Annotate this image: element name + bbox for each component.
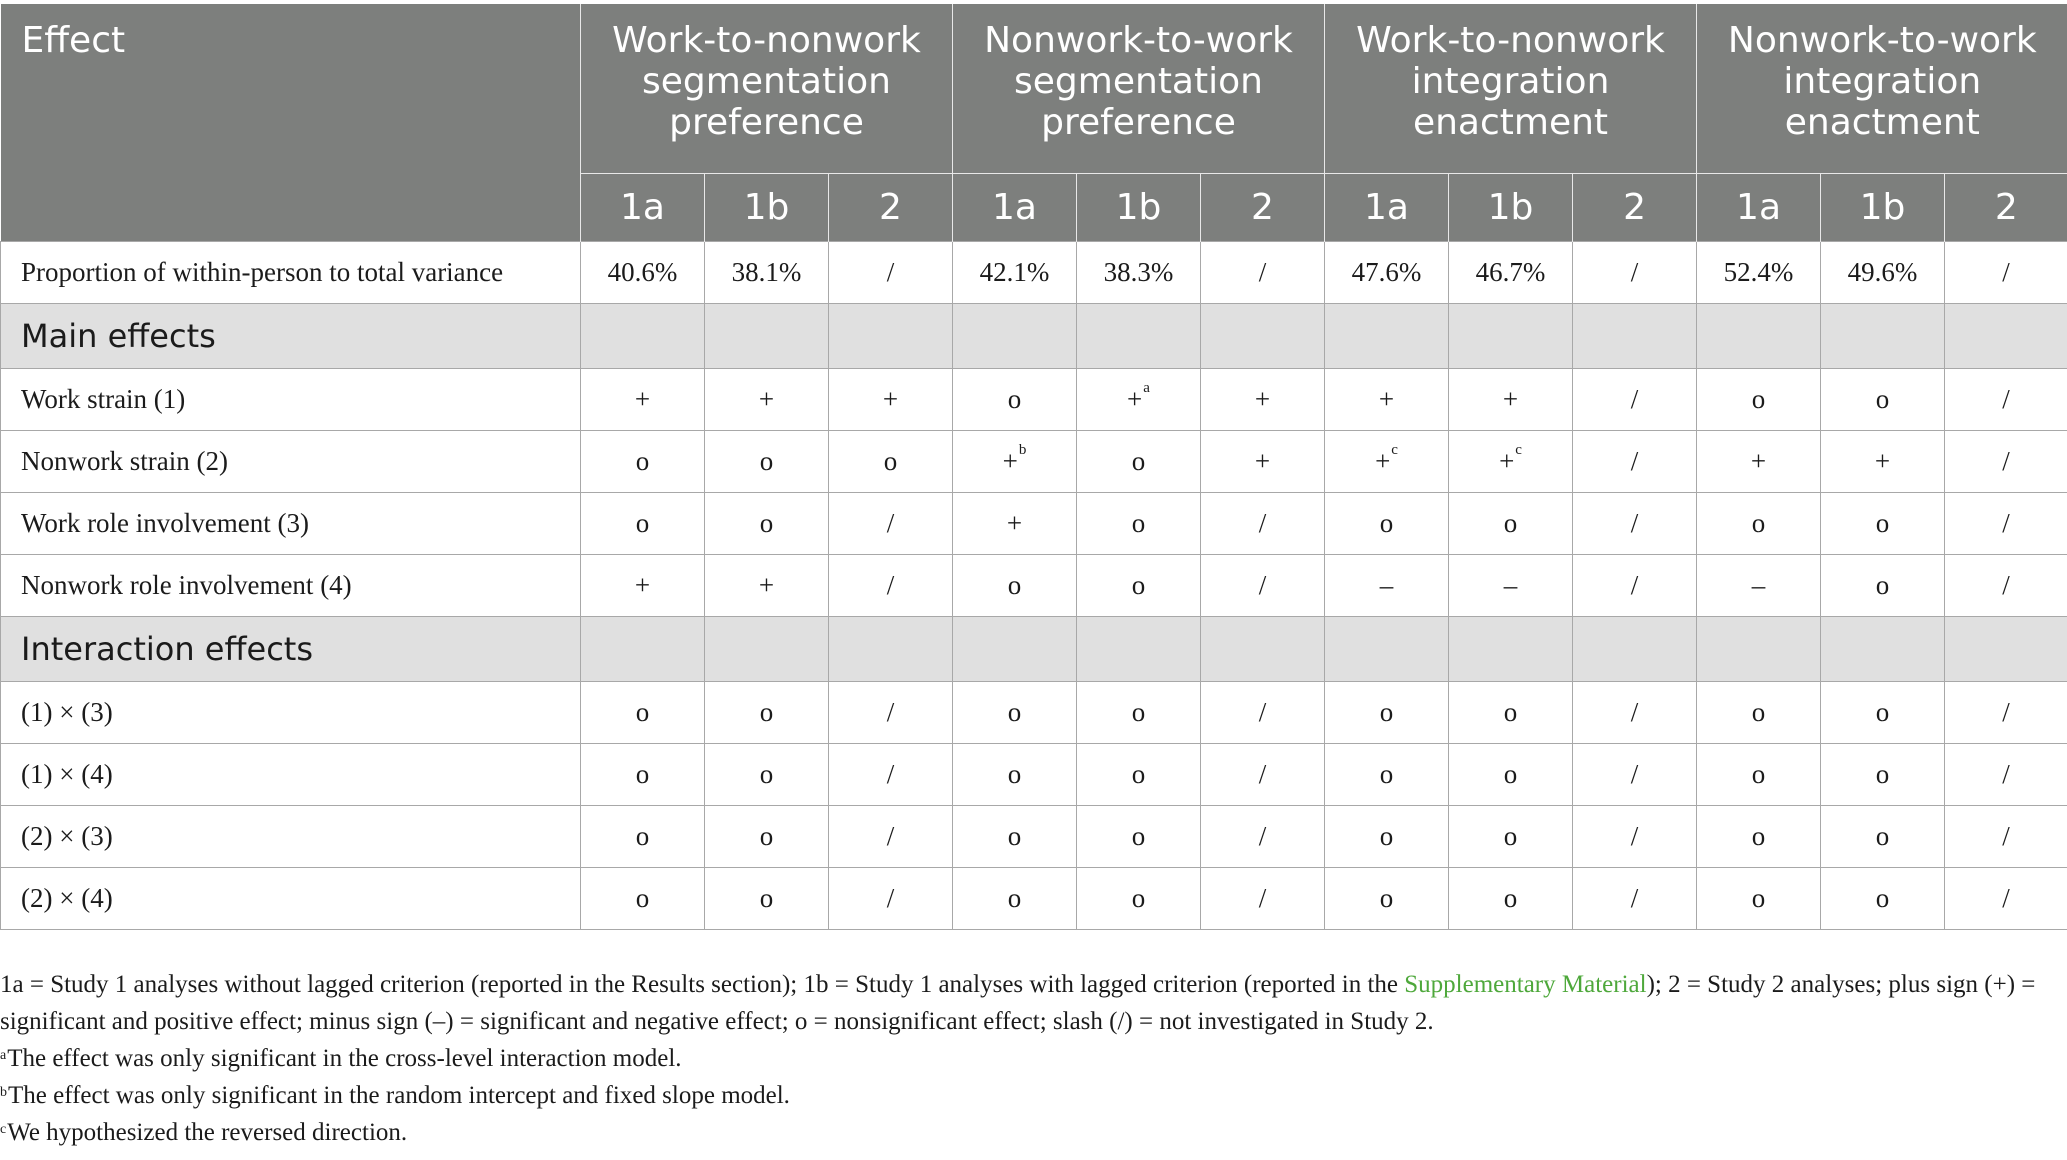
effect-cell [1821, 682, 1945, 744]
effect-cell [705, 369, 829, 431]
effect-symbol: / [1258, 697, 1267, 727]
effect-cell [1573, 868, 1697, 930]
interaction-effect-row [1, 744, 2067, 806]
effect-cell [1325, 806, 1449, 868]
section-cell [1077, 304, 1201, 369]
study-header: 2 [1201, 174, 1325, 242]
section-cell [1201, 304, 1325, 369]
section-title: Main effects [1, 304, 581, 369]
variance-cell: 38.3% [1077, 242, 1201, 304]
effect-cell [1201, 493, 1325, 555]
effect-symbol: + [634, 570, 651, 600]
row-label: (1) × (4) [1, 744, 581, 806]
effect-cell [829, 555, 953, 617]
effect-cell [1449, 868, 1573, 930]
effect-symbol: o [1131, 446, 1146, 476]
section-cell [1325, 304, 1449, 369]
effect-cell [1325, 431, 1449, 493]
effect-cell [829, 744, 953, 806]
effect-symbol: o [1379, 883, 1394, 913]
footnote-mark: a [0, 1048, 7, 1063]
effect-cell [953, 682, 1077, 744]
effect-symbol: o [1379, 821, 1394, 851]
main-effects-section [1, 304, 2067, 369]
effect-symbol: / [1630, 697, 1639, 727]
effect-symbol: o [1131, 883, 1146, 913]
effect-symbol: o [1131, 697, 1146, 727]
section-cell [1697, 304, 1821, 369]
effect-symbol: + [634, 384, 651, 414]
effect-symbol: o [883, 446, 898, 476]
effect-cell [1821, 744, 1945, 806]
footnote [0, 1040, 2062, 1077]
effect-cell [1573, 431, 1697, 493]
effect-cell [705, 744, 829, 806]
effect-cell [581, 744, 705, 806]
section-cell [1821, 304, 1945, 369]
effect-cell [581, 493, 705, 555]
section-cell [1449, 617, 1573, 682]
effect-symbol: o [635, 821, 650, 851]
effect-symbol: + [1254, 384, 1271, 414]
main-effect-row [1, 555, 2067, 617]
group-header: Work-to-nonwork integration enactment [1325, 4, 1697, 174]
section-title: Interaction effects [1, 617, 581, 682]
effect-cell [1325, 555, 1449, 617]
effect-cell [1697, 493, 1821, 555]
table-notes [0, 966, 2062, 1151]
effect-symbol: / [1630, 570, 1639, 600]
section-cell [953, 617, 1077, 682]
study-header: 2 [1945, 174, 2067, 242]
effect-cell [581, 555, 705, 617]
section-cell [1573, 304, 1697, 369]
effect-symbol: / [1630, 446, 1639, 476]
effect-cell [1449, 682, 1573, 744]
effect-symbol: – [1379, 570, 1394, 600]
effect-cell [953, 493, 1077, 555]
section-cell [1573, 617, 1697, 682]
footnote-mark: c [1391, 442, 1398, 458]
footnote [0, 1114, 2062, 1151]
effect-symbol: o [1131, 570, 1146, 600]
effect-cell [1945, 555, 2067, 617]
study-header: 1b [705, 174, 829, 242]
section-cell [1697, 617, 1821, 682]
effect-cell [705, 806, 829, 868]
effect-cell [705, 555, 829, 617]
section-cell [705, 617, 829, 682]
study-header: 1b [1821, 174, 1945, 242]
table-body [1, 242, 2067, 930]
group-header: Nonwork-to-work integration enactment [1697, 4, 2067, 174]
effect-cell [1573, 744, 1697, 806]
footnote [0, 1077, 2062, 1114]
effect-cell [1821, 555, 1945, 617]
variance-cell: 52.4% [1697, 242, 1821, 304]
effect-cell [1201, 431, 1325, 493]
section-cell [581, 617, 705, 682]
effect-symbol: o [1503, 821, 1518, 851]
section-cell [581, 304, 705, 369]
effect-cell [581, 431, 705, 493]
effect-cell [1449, 744, 1573, 806]
footnote-text: The effect was only significant in the random intercept and fixed slope model. [8, 1082, 790, 1109]
effect-cell [829, 868, 953, 930]
footnote-mark: b [1018, 442, 1027, 458]
group-header: Nonwork-to-work segmentation preference [953, 4, 1325, 174]
effect-cell [1821, 806, 1945, 868]
supplementary-material-link[interactable]: Supplementary Material [1404, 971, 1647, 998]
section-cell [705, 304, 829, 369]
effect-symbol: / [2002, 821, 2010, 851]
section-cell [829, 304, 953, 369]
study-header: 2 [1573, 174, 1697, 242]
effect-cell [1077, 493, 1201, 555]
effect-cell [1449, 806, 1573, 868]
effect-symbol: + [1002, 446, 1018, 476]
effect-cell [1201, 744, 1325, 806]
effect-symbol: o [1751, 508, 1766, 538]
effect-symbol: o [1131, 821, 1146, 851]
effect-cell [1449, 369, 1573, 431]
variance-cell: 40.6% [581, 242, 705, 304]
effect-symbol: o [1875, 883, 1890, 913]
effect-cell [1077, 744, 1201, 806]
effect-cell [1821, 493, 1945, 555]
row-label: (2) × (4) [1, 868, 581, 930]
effect-symbol: o [1379, 697, 1394, 727]
effect-symbol: o [635, 508, 650, 538]
effect-symbol: o [635, 697, 650, 727]
effect-symbol: o [1503, 697, 1518, 727]
effect-symbol: / [1258, 570, 1267, 600]
effect-symbol: o [1379, 508, 1394, 538]
effect-cell [1325, 369, 1449, 431]
effect-cell [953, 868, 1077, 930]
effect-cell [1945, 682, 2067, 744]
effect-symbol: o [1875, 570, 1890, 600]
effect-cell [1697, 431, 1821, 493]
effect-symbol: / [2002, 759, 2010, 789]
study-header: 1a [1325, 174, 1449, 242]
effect-cell [1201, 682, 1325, 744]
effect-cell [581, 369, 705, 431]
section-cell [1821, 617, 1945, 682]
variance-cell: 46.7% [1449, 242, 1573, 304]
group-header: Work-to-nonwork segmentation preference [581, 4, 953, 174]
effect-symbol: / [1258, 508, 1267, 538]
effect-symbol: / [2002, 697, 2010, 727]
effect-cell [1697, 369, 1821, 431]
effect-cell [705, 868, 829, 930]
effect-symbol: + [758, 384, 775, 414]
effect-cell [829, 369, 953, 431]
effect-cell [829, 431, 953, 493]
main-effect-row [1, 369, 2067, 431]
effect-symbol: o [1503, 759, 1518, 789]
interaction-effects-section [1, 617, 2067, 682]
effect-symbol: o [1007, 883, 1022, 913]
section-cell [1945, 617, 2067, 682]
effect-cell [953, 744, 1077, 806]
effect-symbol: o [1007, 821, 1022, 851]
study-header: 1a [1697, 174, 1821, 242]
effect-cell [1449, 431, 1573, 493]
effect-cell [1077, 682, 1201, 744]
effect-cell [1821, 868, 1945, 930]
footnote-mark: c [0, 1122, 7, 1137]
effect-symbol: + [1378, 384, 1395, 414]
effect-cell [953, 369, 1077, 431]
effect-cell [1201, 555, 1325, 617]
effect-symbol: + [758, 570, 775, 600]
study-header: 2 [829, 174, 953, 242]
effect-symbol: / [2002, 384, 2010, 414]
effect-cell [1077, 868, 1201, 930]
interaction-effect-row [1, 806, 2067, 868]
effect-cell [1697, 806, 1821, 868]
effect-symbol: / [886, 697, 895, 727]
effect-cell [705, 493, 829, 555]
variance-cell: 42.1% [953, 242, 1077, 304]
effect-symbol: / [886, 570, 895, 600]
effect-cell [1697, 555, 1821, 617]
effect-cell [1573, 493, 1697, 555]
section-cell [1077, 617, 1201, 682]
main-effect-row [1, 493, 2067, 555]
effect-cell [1201, 369, 1325, 431]
effect-cell [1821, 369, 1945, 431]
effect-symbol: o [759, 759, 774, 789]
effect-symbol: o [759, 508, 774, 538]
abbreviation-legend [0, 966, 2062, 1040]
variance-row [1, 242, 2067, 304]
effect-symbol: – [1751, 570, 1766, 600]
effect-cell [1325, 868, 1449, 930]
effect-cell [1573, 806, 1697, 868]
row-label: (2) × (3) [1, 806, 581, 868]
effect-symbol: / [1630, 759, 1639, 789]
effect-symbol: o [759, 821, 774, 851]
footnote-mark: a [1143, 380, 1150, 396]
effect-symbol: – [1503, 570, 1518, 600]
effect-cell [581, 806, 705, 868]
section-cell [829, 617, 953, 682]
effect-symbol: o [1131, 759, 1146, 789]
effect-cell [1945, 806, 2067, 868]
footnote-mark: c [1515, 442, 1522, 458]
row-label: Nonwork strain (2) [1, 431, 581, 493]
study-header: 1a [953, 174, 1077, 242]
effect-symbol: / [886, 759, 895, 789]
effect-cell [829, 806, 953, 868]
effect-cell [1945, 493, 2067, 555]
row-label: Proportion of within-person to total variance [1, 242, 581, 304]
section-cell [1449, 304, 1573, 369]
effect-cell [1697, 744, 1821, 806]
effect-symbol: / [1630, 508, 1639, 538]
effect-symbol: o [635, 759, 650, 789]
effect-symbol: o [1007, 570, 1022, 600]
effect-symbol: o [759, 446, 774, 476]
effect-cell [1201, 806, 1325, 868]
header-row-groups [1, 4, 2067, 174]
effect-symbol: o [1751, 697, 1766, 727]
effect-symbol: + [1127, 384, 1143, 414]
effect-symbol: o [1875, 508, 1890, 538]
effect-cell [1077, 806, 1201, 868]
effect-symbol: o [635, 883, 650, 913]
effect-cell [1945, 369, 2067, 431]
effect-symbol: o [1007, 697, 1022, 727]
effect-cell [1697, 868, 1821, 930]
effect-cell [1697, 682, 1821, 744]
effect-symbol: / [1630, 821, 1639, 851]
effect-cell [1945, 431, 2067, 493]
footnote-text: The effect was only significant in the cross-level interaction model. [7, 1045, 682, 1072]
effect-symbol: + [1375, 446, 1391, 476]
variance-cell: / [829, 242, 953, 304]
effect-symbol: o [1751, 384, 1766, 414]
effect-symbol: / [2002, 508, 2010, 538]
study-header: 1a [581, 174, 705, 242]
row-label: (1) × (3) [1, 682, 581, 744]
variance-cell: 38.1% [705, 242, 829, 304]
effect-symbol: / [1630, 384, 1639, 414]
section-cell [1945, 304, 2067, 369]
effect-cell [1945, 744, 2067, 806]
section-cell [1325, 617, 1449, 682]
effect-cell [705, 431, 829, 493]
effect-cell [953, 555, 1077, 617]
legend-text: 1a = Study 1 analyses without lagged criterion (reported in the Results section); 1b = Study 1 analyses with lagged criterion (reported in the [0, 971, 1405, 998]
effect-symbol: / [1258, 821, 1267, 851]
variance-cell: 47.6% [1325, 242, 1449, 304]
effect-symbol: o [759, 697, 774, 727]
effect-cell [1325, 682, 1449, 744]
effect-cell [1821, 431, 1945, 493]
footnote-text: We hypothesized the reversed direction. [7, 1119, 408, 1146]
effect-symbol: / [2002, 570, 2010, 600]
section-cell [1201, 617, 1325, 682]
effect-cell [1325, 744, 1449, 806]
effect-symbol: o [1751, 883, 1766, 913]
effect-cell [1077, 369, 1201, 431]
effect-symbol: / [886, 508, 895, 538]
effect-symbol: + [1874, 446, 1891, 476]
variance-cell: / [1945, 242, 2067, 304]
effect-cell [1325, 493, 1449, 555]
interaction-effect-row [1, 868, 2067, 930]
effect-cell [581, 682, 705, 744]
effect-symbol: / [2002, 446, 2010, 476]
section-cell [953, 304, 1077, 369]
effect-symbol: + [882, 384, 899, 414]
main-effect-row [1, 431, 2067, 493]
results-table [0, 4, 2067, 930]
effect-symbol: o [1503, 508, 1518, 538]
effect-cell [1573, 682, 1697, 744]
effect-symbol: o [1007, 384, 1022, 414]
effect-cell [1077, 431, 1201, 493]
effect-cell [581, 868, 705, 930]
effect-symbol: / [886, 883, 895, 913]
variance-cell: 49.6% [1821, 242, 1945, 304]
effect-cell [1945, 868, 2067, 930]
effect-symbol: + [1502, 384, 1519, 414]
row-label: Work strain (1) [1, 369, 581, 431]
effect-cell [1449, 555, 1573, 617]
effect-symbol: / [1630, 883, 1639, 913]
effect-cell [1201, 868, 1325, 930]
variance-cell: / [1201, 242, 1325, 304]
effect-symbol: + [1499, 446, 1515, 476]
effect-cell [1449, 493, 1573, 555]
effect-cell [1573, 369, 1697, 431]
effect-symbol: o [1875, 759, 1890, 789]
study-header: 1b [1449, 174, 1573, 242]
effect-symbol: o [1875, 821, 1890, 851]
effect-symbol: o [1875, 384, 1890, 414]
effect-symbol: o [635, 446, 650, 476]
effect-symbol: / [2002, 883, 2010, 913]
effect-cell [1077, 555, 1201, 617]
effect-cell [953, 431, 1077, 493]
effect-cell [829, 682, 953, 744]
interaction-effect-row [1, 682, 2067, 744]
effect-symbol: + [1006, 508, 1023, 538]
row-label: Nonwork role involvement (4) [1, 555, 581, 617]
row-label: Work role involvement (3) [1, 493, 581, 555]
effect-symbol: o [759, 883, 774, 913]
effect-symbol: o [1751, 821, 1766, 851]
effect-header-spacer [1, 174, 581, 242]
effect-cell [829, 493, 953, 555]
study-header: 1b [1077, 174, 1201, 242]
variance-cell: / [1573, 242, 1697, 304]
footnote-mark: b [0, 1085, 7, 1100]
effect-symbol: / [1258, 759, 1267, 789]
effect-symbol: o [1503, 883, 1518, 913]
header-row-studies [1, 174, 2067, 242]
effect-symbol: o [1131, 508, 1146, 538]
effect-header: Effect [1, 4, 581, 174]
effect-symbol: + [1750, 446, 1767, 476]
effect-symbol: o [1379, 759, 1394, 789]
effect-symbol: o [1007, 759, 1022, 789]
effect-cell [1573, 555, 1697, 617]
legend-text: ); 2 = Study 2 analyses; plus sign (+) = significant and positive effect; minus sign (–) = significant and negative effect; o = nonsignificant effect; slash (/) = not investigated in Study 2. [0, 971, 2036, 1035]
effect-symbol: + [1254, 446, 1271, 476]
effect-symbol: / [886, 821, 895, 851]
effect-cell [953, 806, 1077, 868]
effect-symbol: o [1875, 697, 1890, 727]
effect-symbol: o [1751, 759, 1766, 789]
effect-symbol: / [1258, 883, 1267, 913]
effect-cell [705, 682, 829, 744]
